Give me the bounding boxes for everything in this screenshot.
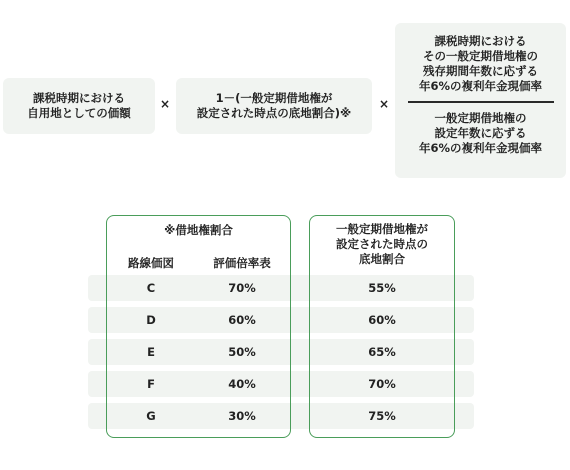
term2-line: 1－(一般定期借地権が — [215, 91, 333, 105]
leasehold-ratio-cell: 60% — [228, 313, 256, 327]
numerator-line: その一般定期借地権の — [423, 49, 538, 63]
leasehold-ratio-header — [106, 223, 291, 238]
multiply-sign: × — [159, 97, 171, 111]
self-use-land-value-box — [3, 78, 155, 134]
base-land-ratio-header-line: 設定された時点の — [336, 237, 428, 251]
base-land-ratio-header — [309, 222, 455, 267]
denominator-line: 年6%の複利年金現価率 — [418, 141, 543, 155]
fraction-bar — [408, 101, 554, 103]
base-land-ratio-header-line: 一般定期借地権が — [336, 222, 428, 236]
valuation-multiplier-header — [196, 256, 288, 271]
base-land-ratio-header-line: 底地割合 — [359, 252, 405, 266]
fraction-denominator — [419, 111, 542, 156]
zone-cell: D — [146, 313, 156, 327]
zone-cell: C — [146, 281, 156, 295]
leasehold-ratio-header-text: ※借地権割合 — [164, 223, 233, 237]
base-land-ratio-term-box — [176, 78, 372, 134]
leasehold-ratio-cell: 40% — [228, 377, 256, 391]
numerator-line: 課税時期における — [434, 34, 527, 48]
valuation-multiplier-header-text: 評価倍率表 — [213, 256, 271, 270]
denominator-line: 設定年数に応ずる — [434, 126, 527, 140]
zone-cell: E — [147, 345, 155, 359]
annuity-rate-fraction-box — [395, 23, 566, 178]
leasehold-ratio-cell: 50% — [228, 345, 256, 359]
route-price-map-header — [108, 256, 194, 271]
base-land-ratio-cell: 55% — [368, 281, 396, 295]
numerator-line: 年6%の複利年金現価率 — [418, 79, 543, 93]
term2-line: 設定された時点の底地割合)※ — [196, 106, 352, 120]
leasehold-ratio-cell: 30% — [228, 409, 256, 423]
route-price-map-header-text: 路線価図 — [128, 256, 174, 270]
base-land-ratio-cell: 75% — [368, 409, 396, 423]
leasehold-ratio-cell: 70% — [228, 281, 256, 295]
numerator-line: 残存期間年数に応ずる — [423, 64, 538, 78]
base-land-ratio-cell: 70% — [368, 377, 396, 391]
denominator-line: 一般定期借地権の — [434, 111, 527, 125]
base-land-ratio-cell: 60% — [368, 313, 396, 327]
zone-cell: F — [147, 377, 155, 391]
fraction-numerator — [419, 34, 542, 94]
zone-cell: G — [146, 409, 156, 423]
base-land-ratio-cell: 65% — [368, 345, 396, 359]
multiply-sign: × — [378, 97, 390, 111]
term1-line: 課税時期における — [33, 91, 125, 105]
term1-line: 自用地としての価額 — [27, 106, 131, 120]
